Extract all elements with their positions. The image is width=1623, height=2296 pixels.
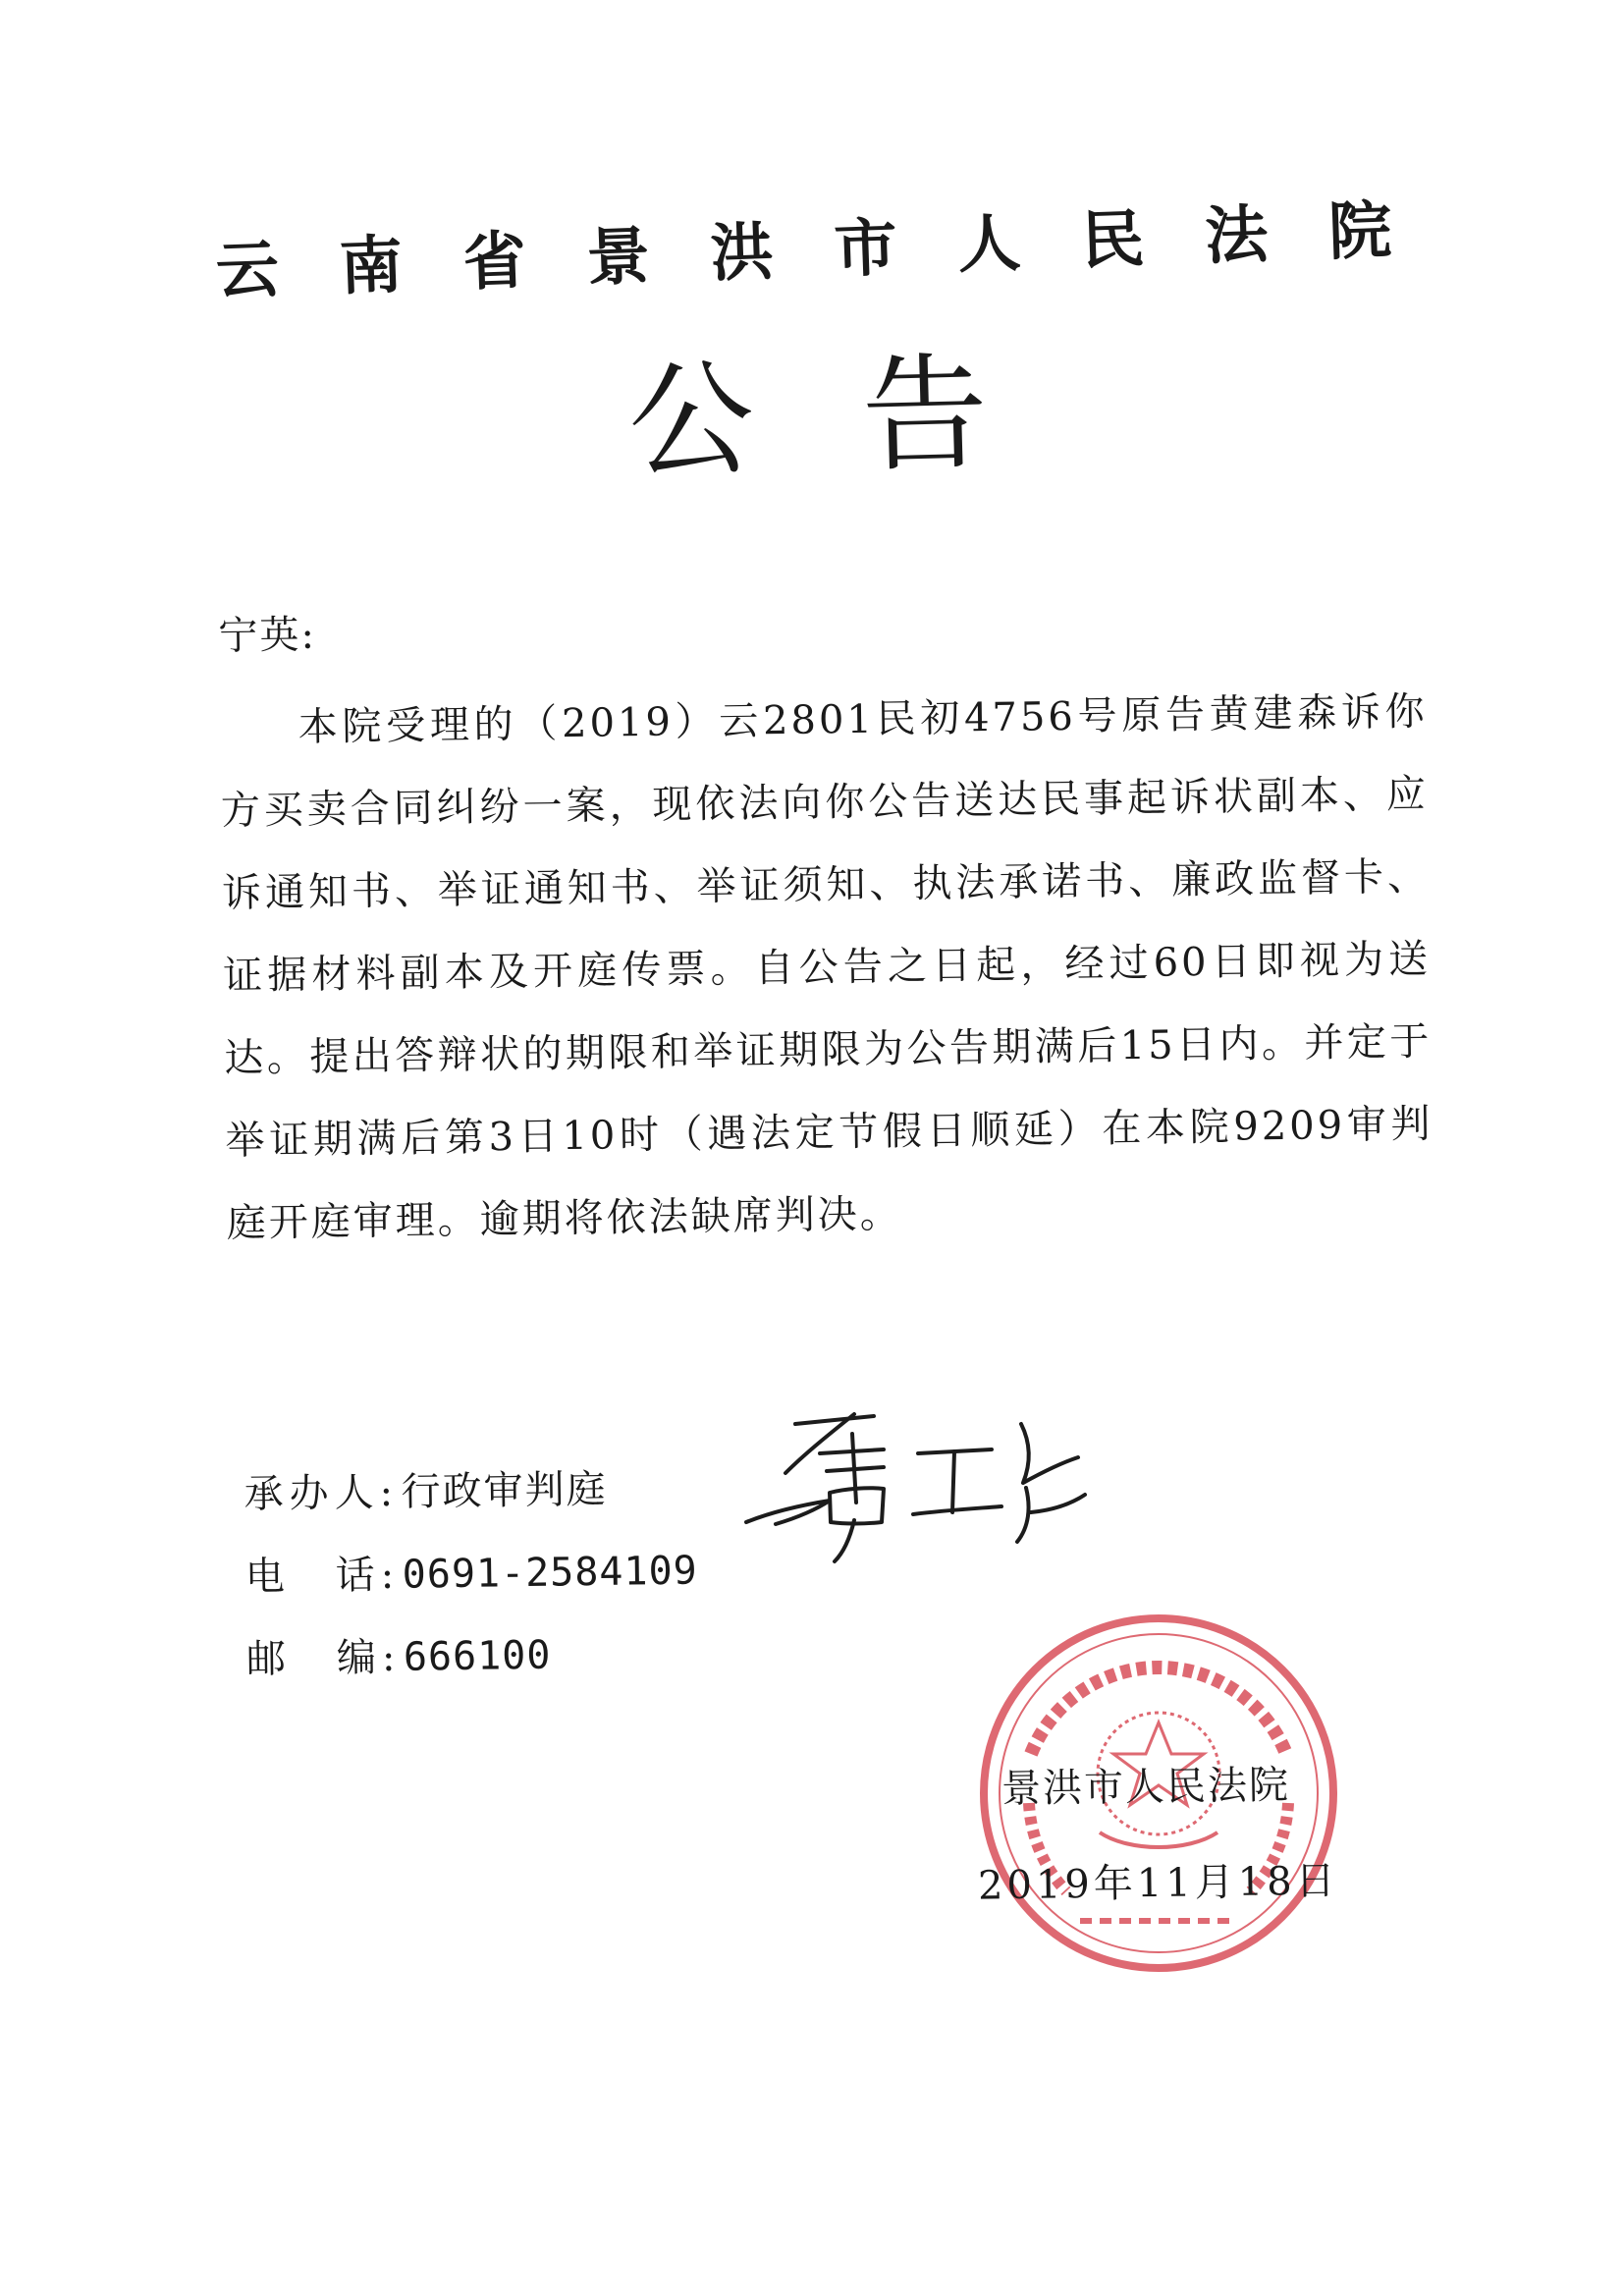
court-name: 云南省景洪市人民法院: [214, 192, 1454, 308]
handler-label: 承办人:: [243, 1469, 400, 1517]
notice-paragraph: 本院受理的（2019）云2801民初4756号原告黄建森诉你方买卖合同纠纷一案，现依法向你公告送达民事起诉状副本、应诉通知书、举证通知书、举证须知、执法承诺书、廉政监督卡、证据材料副本及开庭传票。自公告之日起，经过60日即视为送达。提出答辩状的期限和举证期限为公告期满后15日内。并定于举证期满后第3日10时（遇法定节假日顺延）在本院9209审判庭开庭审理。逾期将依法缺席判决。: [220, 688, 1434, 1246]
issuer-name: 景洪市人民法院: [1001, 1762, 1291, 1813]
postcode-label: 邮 编:: [245, 1634, 402, 1682]
notice-title: 公告: [626, 337, 1098, 497]
addressee: 宁英:: [218, 612, 317, 659]
phone-value: 0691-2584109: [402, 1548, 699, 1598]
phone-label: 电 话:: [244, 1552, 401, 1600]
postcode-row: [245, 1609, 934, 1701]
notice-body: [218, 590, 1434, 1265]
handler-value: 行政审判庭: [401, 1466, 608, 1515]
issue-date: 2019年11月18日: [977, 1858, 1339, 1909]
postcode-value: 666100: [403, 1632, 552, 1680]
handwritten-signature: [736, 1394, 1090, 1571]
